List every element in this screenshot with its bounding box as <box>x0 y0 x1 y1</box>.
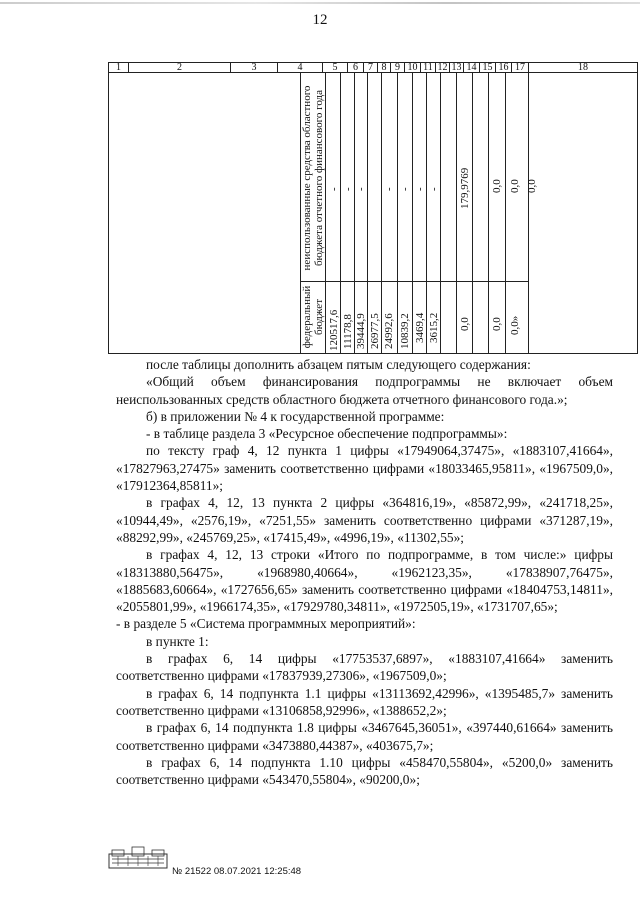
header-cell: 7 <box>363 62 377 73</box>
unused-value: - <box>399 187 411 191</box>
resource-table <box>108 62 638 354</box>
federal-value: 26977,5 <box>369 313 381 349</box>
unused-value: - <box>383 187 395 191</box>
registration-number: № 21522 08.07.2021 12:25:48 <box>172 866 302 877</box>
registry-stamp-icon <box>108 846 168 870</box>
header-cell: 11 <box>420 62 435 73</box>
unused-value: 0,0 <box>509 179 521 193</box>
unused-funds-label: неиспользованные средства областного бюджета отчетного финансового года <box>301 85 325 271</box>
page-number: 12 <box>312 12 328 28</box>
header-cell: 5 <box>322 62 347 73</box>
paragraph: «Общий объем финансирования подпрограммы не включает объем неиспользованных средств областного бюджета отчетного финансового года.»; <box>116 374 613 407</box>
paragraph: в графах 6, 14 подпункта 1.1 цифры «13113692,42996», «1395485,7» заменить соответственно цифрами «13106858,92996», «1388652,2»; <box>116 685 613 718</box>
table-body <box>108 73 638 354</box>
federal-value: 3615,2 <box>428 312 440 343</box>
unused-value: - <box>414 187 426 191</box>
paragraph: - в разделе 5 «Система программных мероприятий»: <box>116 616 416 632</box>
unused-value: 179,9769 <box>459 167 471 209</box>
paragraph: в графах 4, 12, 13 пункта 2 цифры «364816,19», «85872,99», «241718,25», «10944,49», «2576,19», «7251,55» заменить соответственно цифрами «371287,19», «88292,99», «245769,25», «17415,49», «4996,19», «11302,55»; <box>116 495 613 545</box>
federal-value: 0,0 <box>491 317 503 331</box>
federal-value: 24992,6 <box>383 313 395 349</box>
header-cell: 17 <box>511 62 528 73</box>
scan-top-edge <box>0 2 640 4</box>
unused-value: - <box>342 187 354 191</box>
paragraph: после таблицы дополнить абзацем пятым следующего содержания: <box>146 357 531 372</box>
federal-value: 10839,2 <box>399 313 411 349</box>
header-cell: 2 <box>128 62 230 73</box>
paragraph: в графах 4, 12, 13 строки «Итого по подпрограмме, в том числе:» цифры «18313880,56475», «1968980,40664», «1962123,35», «17838907,76475», «1885683,60664», «1727656,65» заменить соответственно цифрами «18404753,14811», «2055801,99», «1966174,35», «17929780,34811», «1972505,19», «1731707,65»; <box>116 547 613 615</box>
header-cell: 16 <box>495 62 511 73</box>
header-cell: 8 <box>377 62 390 73</box>
federal-value: 11178,8 <box>342 314 354 349</box>
unused-value: - <box>328 187 340 191</box>
federal-value: 39444,9 <box>355 313 367 349</box>
body-text <box>116 356 613 788</box>
unused-value: - <box>355 187 367 191</box>
paragraph: в графах 6, 14 подпункта 1.8 цифры «3467645,36051», «397440,61664» заменить соответственно цифрами «3473880,44387», «403675,7»; <box>116 720 613 753</box>
federal-value: 3469,4 <box>414 312 426 343</box>
paragraph: - в таблице раздела 3 «Ресурсное обеспечение подпрограммы»: <box>146 426 508 442</box>
header-cell: 15 <box>479 62 495 73</box>
unused-value: 0,0 <box>526 179 538 193</box>
unused-value: 0,0 <box>491 179 503 193</box>
header-cell: 12 <box>435 62 449 73</box>
paragraph: в графах 6, 14 цифры «17753537,6897», «1883107,41664» заменить соответственно цифрами «17837939,27306», «1967509,0»; <box>116 651 613 684</box>
paragraph: б) в приложении № 4 к государственной программе: <box>146 408 445 424</box>
federal-value: 120517,6 <box>328 309 340 351</box>
header-cell: 10 <box>404 62 420 73</box>
paragraph: в графах 6, 14 подпункта 1.10 цифры «458470,55804», «5200,0» заменить соответственно цифрами «543470,55804», «90200,0»; <box>116 754 613 788</box>
federal-value: 0,0 <box>459 317 471 331</box>
paragraph: в пункте 1: <box>146 633 209 649</box>
header-cell: 1 <box>108 62 128 73</box>
header-cell: 14 <box>463 62 479 73</box>
header-cell: 13 <box>449 62 463 73</box>
unused-value: - <box>428 187 440 191</box>
header-cell: 6 <box>347 62 363 73</box>
header-cell: 18 <box>528 62 638 73</box>
header-cell: 3 <box>230 62 277 73</box>
header-cell: 9 <box>390 62 404 73</box>
federal-budget-label: федеральный бюджет <box>301 285 325 349</box>
header-cell: 4 <box>277 62 322 73</box>
paragraph: по тексту граф 4, 12 пункта 1 цифры «17949064,37475», «1883107,41664», «17827963,27475» заменить соответственно цифрами «18033465,95811», «1967509,0», «17912364,85811»; <box>116 443 613 494</box>
federal-value: 0,0» <box>509 315 521 335</box>
